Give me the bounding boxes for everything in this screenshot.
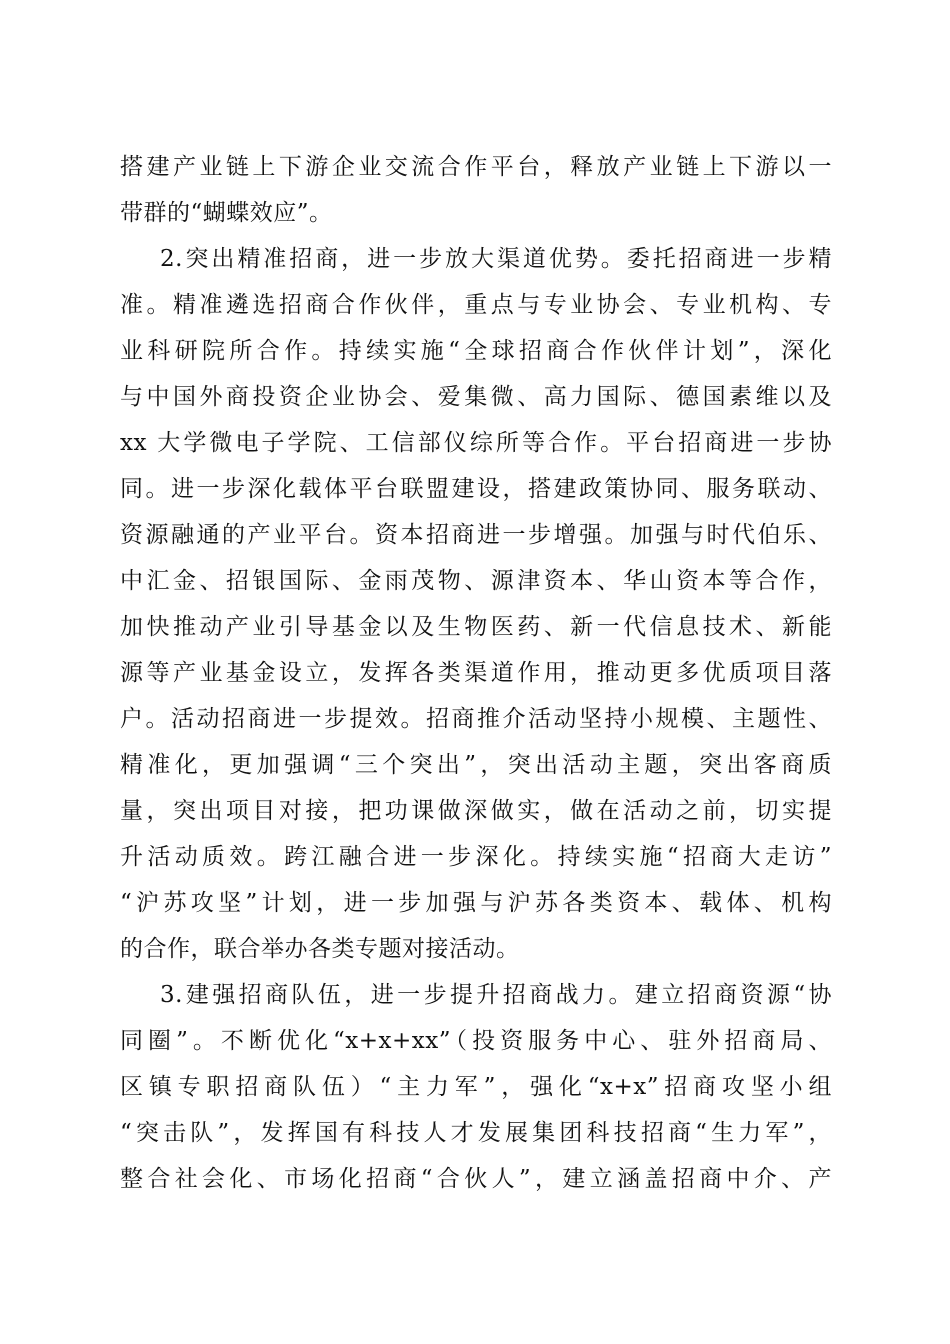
text-line: 中汇金、招银国际、金雨茂物、源津资本、华山资本等合作，	[120, 568, 832, 594]
text-line: “沪苏攻坚”计划，进一步加强与沪苏各类资本、载体、机构	[120, 890, 832, 916]
text-line: 量，突出项目对接，把功课做深做实，做在活动之前，切实提	[120, 798, 832, 824]
text-line: 同。进一步深化载体平台联盟建设，搭建政策协同、服务联动、	[120, 476, 832, 502]
text-line: 源等产业基金设立，发挥各类渠道作用，推动更多优质项目落	[120, 660, 832, 686]
text-line: 精准化，更加强调“三个突出”，突出活动主题，突出客商质	[120, 752, 832, 778]
text-line: “突击队”，发挥国有科技人才发展集团科技招商“生力军”，	[120, 1120, 832, 1146]
paragraph-first-line: 3.建强招商队伍，进一步提升招商战力。建立招商资源“协	[160, 982, 832, 1008]
text-line: 带群的“蝴蝶效应”。	[120, 200, 333, 226]
text-line: 同圈”。不断优化“x+x+xx”（投资服务中心、驻外招商局、	[120, 1028, 832, 1054]
text-line: 加快推动产业引导基金以及生物医药、新一代信息技术、新能	[120, 614, 832, 640]
text-line: xx 大学微电子学院、工信部仪综所等合作。平台招商进一步协	[120, 430, 832, 456]
text-line: 的合作，联合举办各类专题对接活动。	[120, 936, 520, 962]
text-line: 与中国外商投资企业协会、爱集微、高力国际、德国素维以及	[120, 384, 832, 410]
text-line: 整合社会化、市场化招商“合伙人”，建立涵盖招商中介、产	[120, 1166, 832, 1192]
paragraph-first-line: 2.突出精准招商，进一步放大渠道优势。委托招商进一步精	[160, 246, 832, 272]
text-line: 准。精准遴选招商合作伙伴，重点与专业协会、专业机构、专	[120, 292, 832, 318]
text-line: 业科研院所合作。持续实施“全球招商合作伙伴计划”，深化	[120, 338, 832, 364]
text-line: 资源融通的产业平台。资本招商进一步增强。加强与时代伯乐、	[120, 522, 832, 548]
text-line: 升活动质效。跨江融合进一步深化。持续实施“招商大走访”	[120, 844, 832, 870]
text-line: 区镇专职招商队伍）“主力军”，强化“x+x”招商攻坚小组	[120, 1074, 832, 1100]
text-line: 户。活动招商进一步提效。招商推介活动坚持小规模、主题性、	[120, 706, 832, 732]
text-line: 搭建产业链上下游企业交流合作平台，释放产业链上下游以一	[120, 154, 832, 180]
body-text	[120, 144, 832, 1202]
